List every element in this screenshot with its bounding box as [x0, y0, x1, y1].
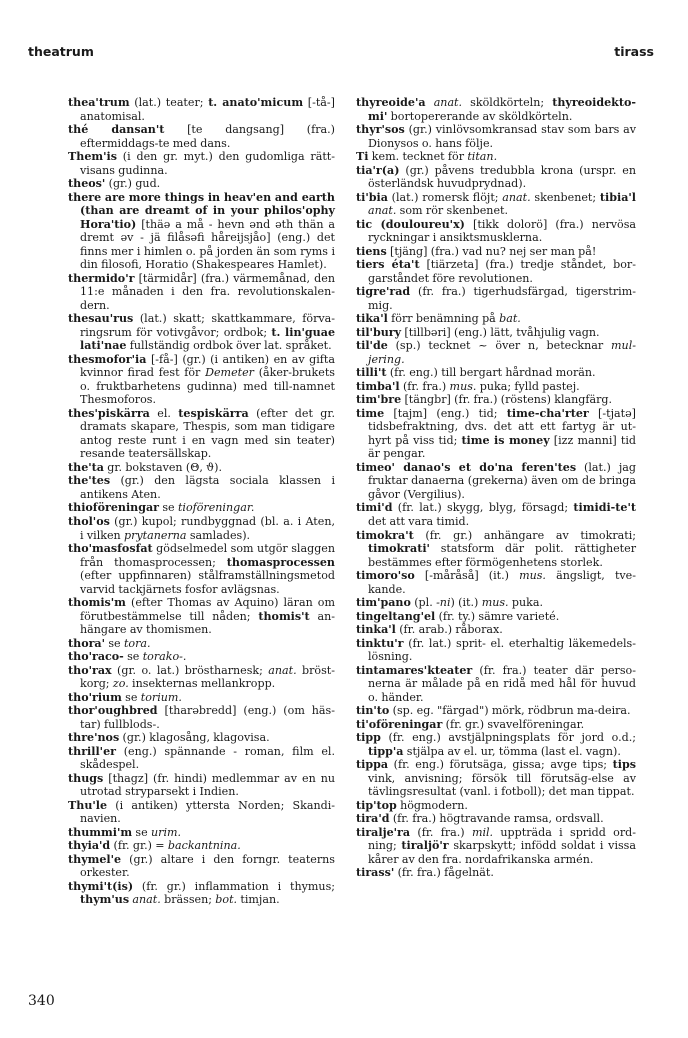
- entry-headword: tippa: [356, 758, 389, 772]
- entry-text: bortopererande av sköldkörteln.: [387, 109, 573, 123]
- entry-text: timjan.: [237, 893, 280, 907]
- entry-text: mus.: [519, 569, 546, 583]
- entry-text: (fr. eng.) förutsäga, gissa; avge tips;: [388, 758, 613, 772]
- entry-text: puka; fylld pastej.: [476, 379, 580, 393]
- entry-text: [tjäng] (fra.) vad nu? nej ser man på!: [386, 244, 597, 258]
- entry-headword: timokra't: [356, 528, 414, 542]
- entry-text: insekternas mellankropp.: [128, 677, 276, 691]
- dictionary-entry: [356, 461, 636, 502]
- entry-text: se: [159, 501, 178, 515]
- entry-text: torium.: [140, 690, 182, 704]
- entry-text: (gr.) klagosång, klagovisa.: [119, 731, 270, 745]
- entry-text: (efter det gr. dramats skapare, Thespis, som man tidigare antog reste runt i en vagn med sin teater) resande teatersällskap.: [80, 406, 335, 461]
- dictionary-entry: [68, 312, 335, 353]
- dictionary-entry: [68, 637, 335, 651]
- dictionary-entry: [68, 501, 335, 515]
- running-header-right: tirass: [614, 44, 654, 59]
- dictionary-entry: [68, 596, 335, 637]
- dictionary-entry: [68, 474, 335, 501]
- entry-headword: tho'raco-: [68, 650, 124, 664]
- entry-text: bröst-korg;: [80, 663, 335, 691]
- entry-text: [thäə a må - hevn ənd əth thän a dremt əv - jä filåsəfi håreijsjåo] (eng.) det finns mer i himlen o. på jorden än som ryms i din filosofi, Horatio (Shakespeares Hamlet).: [80, 217, 335, 272]
- dictionary-entry: [356, 866, 636, 880]
- entry-headword: tipp'a: [368, 744, 404, 758]
- dictionary-entry: [356, 826, 636, 867]
- entry-headword: tia'r(a): [356, 163, 400, 177]
- entry-text: (fr. gr.) inflammation i thymus;: [133, 879, 335, 893]
- entry-text: [tharəbredd] (eng.) (om häs-tar) fullblods-.: [80, 704, 335, 731]
- entry-headword: thummi'm: [68, 825, 133, 839]
- entry-text: samlades).: [186, 528, 251, 542]
- entry-headword: tika'l: [356, 312, 388, 326]
- dictionary-entry: [356, 245, 636, 259]
- entry-headword: tic (douloureu'x): [356, 217, 465, 231]
- dictionary-entry: [356, 164, 636, 191]
- dictionary-entry: [68, 704, 335, 731]
- entry-text: ängsligt, tve-kande.: [368, 569, 636, 596]
- entry-text: (i den gr. myt.) den gudomliga rätt-visans gudinna.: [80, 150, 335, 177]
- entry-headword: there are more things in heav'en and earth (than are dreamt of in your philos'ophy Hora'tio): [68, 190, 335, 231]
- dictionary-entry: [68, 150, 335, 177]
- entry-text: [thagz] (fr. hindi) medlemmar av en nu utrotad stryparsekt i Indien.: [80, 771, 335, 799]
- dictionary-entry: [68, 691, 335, 705]
- entry-headword: ti'oföreningar: [356, 717, 443, 731]
- entry-text: förr benämning på: [387, 312, 500, 326]
- entry-headword: Thu'le: [68, 798, 108, 812]
- dictionary-entry: [356, 718, 636, 732]
- entry-headword: timokrati': [368, 542, 430, 556]
- entry-headword: timba'l: [356, 379, 400, 393]
- entry-text: (lat.) teater;: [129, 96, 209, 109]
- entry-headword: thea'trum: [68, 96, 130, 109]
- entry-headword: til'de: [356, 339, 388, 353]
- entry-headword: tirass': [356, 866, 395, 880]
- entry-text: (sp. eg. "färgad") mörk, rödbrun ma-deira.: [389, 704, 631, 718]
- dictionary-entry: [356, 623, 636, 637]
- entry-text: (lat.) jag fruktar danaerna (grekerna) även om de bringa gåvor (Vergilius).: [368, 460, 636, 501]
- entry-headword: tintamares'kteater: [356, 663, 473, 677]
- entry-headword: thym'us: [80, 893, 130, 907]
- dictionary-entry: [356, 258, 636, 285]
- entry-text: -ni: [436, 596, 451, 610]
- entry-text: (fr. gr.) anhängare av timokrati;: [413, 528, 636, 542]
- entry-text: se: [132, 825, 152, 839]
- dictionary-entry: [356, 326, 636, 340]
- entry-text: brässen;: [160, 893, 216, 907]
- entry-headword: thora': [68, 636, 106, 650]
- entry-headword: the'tes: [68, 474, 111, 488]
- dictionary-entry: [356, 366, 636, 380]
- entry-headword: tibia'l: [599, 190, 637, 204]
- entry-text: anat.: [132, 893, 161, 907]
- entry-headword: thermido'r: [68, 271, 135, 285]
- entry-text: puka.: [508, 596, 544, 610]
- dictionary-entry: [356, 96, 636, 123]
- entry-text: [tiärzeta] (fra.) tredje ståndet, bor-garståndet före revolutionen.: [368, 258, 636, 285]
- dictionary-entry: [356, 312, 636, 326]
- entry-headword: thre'nos: [68, 731, 120, 745]
- entry-text: (fr. eng.) avstjälpningsplats för jord o.d.;: [380, 731, 636, 745]
- entry-text: anat.: [433, 96, 463, 109]
- entry-headword: thol'os: [68, 514, 110, 528]
- entry-headword: thyreoidekto-mi': [368, 96, 636, 123]
- entry-headword: time-cha'rter: [506, 406, 589, 420]
- dictionary-entry: [356, 799, 636, 813]
- right-column: [356, 96, 636, 880]
- entry-text: (fr. fra.) tigerhudsfärgad, tigerstrim-mig.: [368, 285, 636, 312]
- entry-text: (sp.) tecknet ~ över n, betecknar: [387, 339, 612, 353]
- entry-headword: tim'pano: [356, 596, 411, 610]
- entry-text: (eng.) spännande - roman, film el. skådespel.: [80, 744, 335, 772]
- entry-text: [tängbr] (fr. fra.) (röstens) klangfärg.: [401, 393, 613, 407]
- entry-headword: tilli't: [356, 366, 387, 380]
- entry-text: mil.: [471, 825, 494, 839]
- dictionary-entry: [68, 461, 335, 475]
- entry-text: uppträda i spridd ord-ning;: [368, 825, 636, 853]
- entry-headword: thé dansan't: [68, 123, 165, 137]
- dictionary-entry: [356, 812, 636, 826]
- entry-text: (efter uppfinnaren) stålframställningsmetod varvid tackjärnets fosfor avlägsnas.: [80, 569, 335, 596]
- entry-text: skenbenet;: [530, 190, 600, 204]
- entry-text: backantnina.: [167, 839, 241, 853]
- entry-text: (fr. fra.): [399, 379, 450, 393]
- entry-text: (i antiken) yttersta Norden; Skandi-navien.: [80, 798, 335, 826]
- entry-headword: thyia'd: [68, 839, 111, 853]
- dictionary-entry: [68, 191, 335, 272]
- dictionary-entry: [68, 272, 335, 313]
- entry-headword: til'bury: [356, 325, 402, 339]
- entry-text: se: [121, 690, 141, 704]
- entry-text: (fr. fra.) teater där perso-nerna är målade på en ridå med hål för huvud o. händer.: [368, 663, 636, 704]
- entry-headword: tip'top: [356, 798, 397, 812]
- dictionary-entry: [68, 542, 335, 596]
- entry-text: (gr.) gud.: [105, 177, 161, 191]
- dictionary-entry: [68, 772, 335, 799]
- entry-text: prytanerna: [124, 528, 187, 542]
- dictionary-entry: [68, 799, 335, 826]
- entry-headword: thor'oughbred: [68, 704, 158, 718]
- entry-headword: tinka'l: [356, 623, 396, 637]
- entry-headword: time is money: [461, 433, 550, 447]
- entry-headword: the'ta: [68, 460, 104, 474]
- entry-text: se: [123, 650, 143, 664]
- entry-text: bot.: [215, 893, 238, 907]
- entry-text: titan.: [467, 150, 498, 164]
- entry-headword: tiraljö'r: [401, 839, 449, 853]
- entry-text: (fr. fra.) högtravande ramsa, ordsvall.: [389, 812, 604, 826]
- entry-headword: tipp: [356, 731, 381, 745]
- dictionary-entry: [356, 150, 636, 164]
- entry-text: (åker-brukets o. fruktbarhetens gudinna) med till-namnet Thesmoforos.: [80, 366, 335, 407]
- entry-text: (fr. gr.) =: [110, 839, 168, 853]
- dictionary-entry: [68, 853, 335, 880]
- entry-headword: thesau'rus: [68, 312, 134, 326]
- entry-headword: tingeltang'el: [356, 609, 436, 623]
- dictionary-entry: [356, 637, 636, 664]
- entry-headword: tho'rium: [68, 690, 122, 704]
- entry-text: urim.: [151, 825, 182, 839]
- dictionary-entry: [68, 515, 335, 542]
- entry-text: mus.: [449, 379, 477, 393]
- entry-text: (fr. arab.) råborax.: [395, 623, 503, 637]
- entry-headword: thymel'e: [68, 852, 122, 866]
- entry-headword: tips: [612, 758, 636, 772]
- entry-headword: thyr'sos: [356, 123, 405, 137]
- dictionary-entry: [356, 529, 636, 570]
- entry-headword: Ti: [356, 150, 369, 164]
- entry-text: som rör skenbenet.: [396, 204, 509, 218]
- entry-text: (fr. ty.) sämre varieté.: [435, 609, 560, 623]
- entry-text: sköldkörteln;: [462, 96, 553, 109]
- dictionary-entry: [68, 664, 335, 691]
- entry-headword: tho'rax: [68, 663, 112, 677]
- dictionary-entry: [68, 96, 335, 123]
- entry-headword: t. anato'micum: [208, 96, 304, 109]
- entry-text: (fr. lat.) sprit- el. eterhaltig läkemedels-lösning.: [368, 636, 636, 664]
- entry-headword: thugs: [68, 771, 104, 785]
- entry-text: [te dangsang] (fra.) eftermiddags-te med dans.: [80, 123, 335, 150]
- entry-text: (gr. o. lat.) bröstharnesk;: [111, 663, 269, 677]
- entry-text: skarpskytt; infödd soldat i vissa kårer av den fra. nordafrikanska armén.: [368, 839, 636, 866]
- entry-text: (fr. fra.): [410, 825, 472, 839]
- dictionary-entry: [356, 218, 636, 245]
- dictionary-entry: [356, 407, 636, 461]
- entry-text: (gr.) påvens tredubbla krona (urspr. en österländsk huvudprydnad).: [368, 163, 636, 191]
- running-header-left: theatrum: [28, 44, 94, 59]
- entry-headword: thes'piskärra: [68, 406, 150, 420]
- entry-text: [tillbəri] (eng.) lätt, tvåhjulig vagn.: [401, 325, 600, 339]
- dictionary-entry: [68, 826, 335, 840]
- entry-headword: timoro'so: [356, 569, 415, 583]
- entry-headword: tiralje'ra: [356, 825, 411, 839]
- entry-headword: thymi't(is): [68, 879, 134, 893]
- dictionary-entry: [356, 393, 636, 407]
- entry-headword: thrill'er: [68, 744, 116, 758]
- entry-text: [-måråså] (it.): [414, 569, 520, 583]
- entry-headword: tim'bre: [356, 393, 402, 407]
- entry-text: det att vara timid.: [368, 514, 470, 528]
- entry-headword: time: [356, 406, 385, 420]
- entry-headword: Them'is: [68, 150, 117, 164]
- entry-text: statsform där polit. rättigheter bestämmes efter förmögenhetens storlek.: [368, 542, 636, 569]
- entry-text: kem. tecknet för: [368, 150, 468, 164]
- entry-text: el.: [149, 406, 179, 420]
- entry-text: torako-.: [142, 650, 187, 664]
- dictionary-entry: [68, 839, 335, 853]
- entry-headword: tira'd: [356, 812, 390, 826]
- dictionary-entry: [356, 569, 636, 596]
- entry-headword: tin'to: [356, 704, 390, 718]
- entry-text: vink, anvisning; försök till förutsäg-else av tävlingsresultat (vanl. i fotboll); det man tippat.: [368, 771, 636, 799]
- dictionary-entry: [68, 650, 335, 664]
- dictionary-entry: [356, 596, 636, 610]
- entry-text: (gr.) altare i den forngr. teaterns orkester.: [80, 852, 335, 880]
- dictionary-entry: [356, 664, 636, 705]
- entry-headword: ti'bia: [356, 190, 388, 204]
- entry-text: tora.: [123, 636, 151, 650]
- entry-headword: tiers éta't: [356, 258, 420, 272]
- entry-headword: thomasprocessen: [226, 555, 335, 569]
- dictionary-entry: [356, 123, 636, 150]
- entry-headword: t. lin'guae lati'nae: [80, 325, 335, 353]
- dictionary-entry: [356, 610, 636, 624]
- entry-text: [426, 96, 434, 109]
- entry-headword: tigre'rad: [356, 285, 411, 299]
- dictionary-entry: [68, 177, 335, 191]
- entry-headword: thyreoide'a: [356, 96, 426, 109]
- entry-headword: timidi-te't: [573, 501, 636, 515]
- entry-text: mul-jering.: [368, 339, 636, 366]
- entry-text: [-få-] (gr.) (i antiken) en av gifta kvinnor firad fest för: [80, 352, 335, 380]
- entry-headword: thomis't: [258, 609, 310, 623]
- dictionary-entry: [356, 191, 636, 218]
- entry-text: (pl.: [410, 596, 437, 610]
- entry-text: högmodern.: [396, 798, 468, 812]
- entry-headword: tinktu'r: [356, 636, 404, 650]
- entry-text: (lat.) skatt; skattkammare, förva-ringsrum för votivgåvor; ordbok;: [80, 312, 335, 339]
- entry-text: [-tjatə] tidsbefraktning, dvs. det att ett fartyg är ut-hyrt på viss tid;: [368, 406, 636, 447]
- entry-text: gödselmedel som utgör slaggen från thomasprocessen;: [80, 542, 335, 569]
- entry-text: [tikk dolorö] (fra.) nervösa ryckningar i ansiktsmusklerna.: [368, 217, 636, 245]
- entry-headword: timeo' danao's et do'na feren'tes: [356, 460, 577, 474]
- entry-text: an-hängare av thomismen.: [80, 609, 335, 637]
- entry-text: [-tå-] anatomisal.: [80, 96, 335, 123]
- left-column: [68, 96, 335, 907]
- dictionary-entry: [356, 731, 636, 758]
- entry-text: tioföreningar.: [177, 501, 255, 515]
- dictionary-entry: [68, 353, 335, 407]
- entry-headword: thomis'm: [68, 596, 126, 610]
- dictionary-entry: [356, 501, 636, 528]
- entry-text: [izz manni] tid är pengar.: [368, 433, 636, 461]
- dictionary-entry: [356, 380, 636, 394]
- entry-text: se: [105, 636, 124, 650]
- dictionary-entry: [356, 339, 636, 366]
- entry-text: (fr. lat.) skygg, blyg, försagd;: [392, 501, 574, 515]
- dictionary-entry: [68, 731, 335, 745]
- entry-text: anat.: [268, 663, 297, 677]
- entry-text: (gr.) vinlövsomkransad stav som bars av Dionysos o. hans följe.: [368, 123, 636, 150]
- dictionary-entry: [68, 880, 335, 907]
- entry-text: (efter Thomas av Aquino) läran om förutbestämmelse till nåden;: [80, 596, 335, 623]
- entry-text: zo.: [112, 677, 129, 691]
- entry-text: (lat.) romersk flöjt;: [387, 190, 503, 204]
- entry-text: anat.: [368, 204, 397, 218]
- entry-text: ) (it.): [450, 596, 482, 610]
- entry-text: (gr.) kupol; rundbyggnad (bl. a. i Aten, i vilken: [80, 514, 335, 542]
- entry-headword: tho'masfosfat: [68, 542, 153, 556]
- entry-headword: tiens: [356, 244, 387, 258]
- dictionary-entry: [68, 745, 335, 772]
- entry-headword: tespiskärra: [178, 406, 249, 420]
- dictionary-entry: [68, 407, 335, 461]
- entry-text: (fr. gr.) svavelföreningar.: [442, 717, 585, 731]
- dictionary-entry: [68, 123, 335, 150]
- entry-text: anat.: [502, 190, 531, 204]
- entry-text: [tärmidår] (fra.) värmemånad, den 11:e månaden i den fra. revolutionskalen-dern.: [80, 271, 335, 312]
- dictionary-entry: [356, 758, 636, 799]
- entry-text: Demeter: [205, 366, 254, 380]
- entry-text: (fr. fra.) fågelnät.: [394, 866, 494, 880]
- entry-text: [tajm] (eng.) tid;: [384, 406, 507, 420]
- entry-text: stjälpa av el. ur, tömma (last el. vagn).: [403, 744, 621, 758]
- entry-headword: theos': [68, 177, 106, 191]
- dictionary-entry: [356, 704, 636, 718]
- entry-text: mus.: [481, 596, 509, 610]
- entry-text: fullständig ordbok över lat. språket.: [126, 339, 332, 353]
- entry-text: (fr. eng.) till bergart hårdnad morän.: [386, 366, 596, 380]
- entry-text: (gr.) den lägsta sociala klassen i antikens Aten.: [80, 474, 335, 501]
- entry-headword: thesmofor'ia: [68, 352, 147, 366]
- page-number: 340: [28, 993, 55, 1009]
- entry-headword: thioföreningar: [68, 501, 160, 515]
- entry-text: bat.: [499, 312, 521, 326]
- entry-headword: timi'd: [356, 501, 393, 515]
- entry-text: gr. bokstaven (Θ, ϑ).: [103, 460, 222, 474]
- dictionary-entry: [356, 285, 636, 312]
